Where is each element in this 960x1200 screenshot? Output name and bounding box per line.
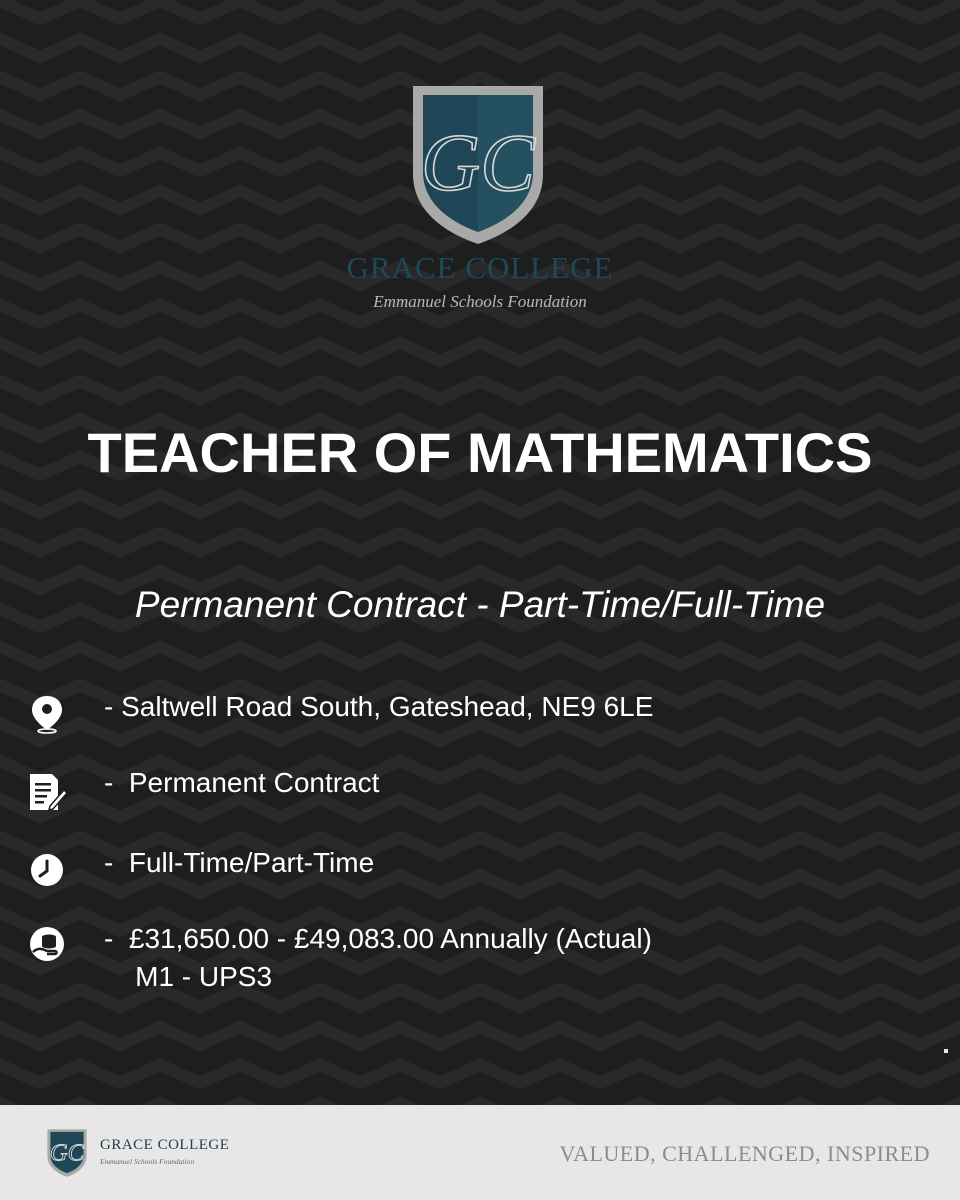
crest-monogram: GC [421, 117, 535, 208]
brand-name: GRACE COLLEGE [346, 250, 614, 285]
clock-icon [28, 850, 66, 890]
detail-hours-text: - Full-Time/Part-Time [104, 847, 375, 878]
location-pin-icon [28, 694, 66, 734]
contract-line: Permanent Contract - Part-Time/Full-Time [134, 584, 826, 625]
salary-coins-icon [28, 924, 66, 964]
detail-salary-scale: M1 - UPS3 [104, 961, 273, 992]
detail-hours [0, 846, 960, 906]
shield-crest-icon [409, 82, 547, 248]
decorative-dot [944, 1049, 948, 1053]
job-title: TEACHER OF MATHEMATICS [87, 421, 873, 484]
contract-document-icon [28, 772, 66, 812]
svg-text:GC: GC [49, 1139, 85, 1167]
detail-location-text: - Saltwell Road South, Gateshead, NE9 6LE [104, 691, 654, 722]
footer [0, 1105, 960, 1200]
detail-salary [0, 922, 960, 1002]
detail-contract-text: - Permanent Contract [104, 767, 380, 798]
detail-location [0, 688, 960, 748]
footer-brand-subtitle: Emmanuel Schools Foundation [100, 1157, 195, 1166]
detail-contract [0, 766, 960, 826]
detail-salary-text: - £31,650.00 - £49,083.00 Annually (Actual) [104, 923, 652, 954]
footer-crest-icon [46, 1128, 88, 1178]
brand-subtitle: Emmanuel Schools Foundation [373, 292, 587, 311]
footer-tagline: VALUED, CHALLENGED, INSPIRED [559, 1141, 930, 1166]
footer-brand-name: GRACE COLLEGE [100, 1137, 230, 1153]
